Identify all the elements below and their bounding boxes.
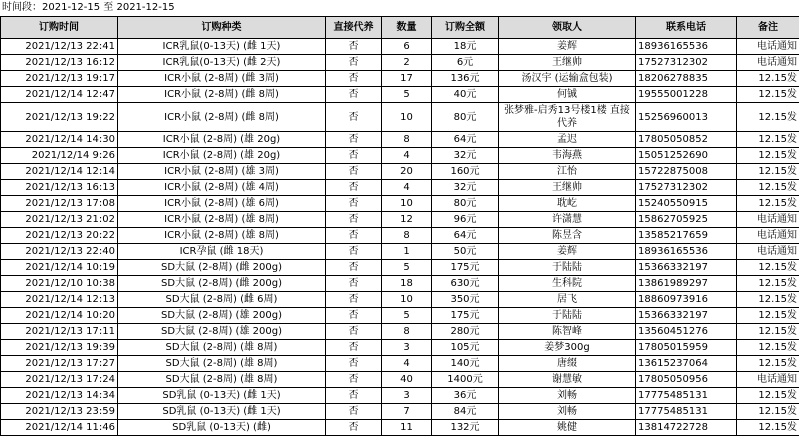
- cell-amount[interactable]: 32元: [432, 148, 499, 164]
- cell-amount[interactable]: 1400元: [432, 372, 499, 388]
- cell-quantity[interactable]: 8: [382, 324, 432, 340]
- cell-quantity[interactable]: 5: [382, 87, 432, 103]
- cell-order-time[interactable]: 2021/12/14 12:47: [1, 87, 118, 103]
- header-direct-care[interactable]: 直接代养: [326, 17, 382, 39]
- table-row[interactable]: [1, 55, 799, 71]
- cell-order-time[interactable]: 2021/12/14 12:13: [1, 292, 118, 308]
- cell-order-type[interactable]: SD大鼠 (2-8周) (雌 6周): [118, 292, 326, 308]
- table-row[interactable]: [1, 260, 799, 276]
- cell-order-time[interactable]: 2021/12/14 12:14: [1, 164, 118, 180]
- cell-note[interactable]: 12.15发: [737, 148, 799, 164]
- cell-phone[interactable]: 17527312302: [636, 55, 737, 71]
- cell-order-type[interactable]: SD大鼠 (2-8周) (雄 200g): [118, 324, 326, 340]
- cell-quantity[interactable]: 6: [382, 39, 432, 55]
- cell-note[interactable]: 12.15发: [737, 324, 799, 340]
- cell-order-time[interactable]: 2021/12/13 16:13: [1, 180, 118, 196]
- cell-direct-care[interactable]: 否: [326, 164, 382, 180]
- header-quantity[interactable]: 数量: [382, 17, 432, 39]
- cell-recipient[interactable]: 陈智峰: [499, 324, 636, 340]
- cell-order-type[interactable]: SD大鼠 (2-8周) (雌 200g): [118, 260, 326, 276]
- cell-phone[interactable]: 15862705925: [636, 212, 737, 228]
- cell-amount[interactable]: 80元: [432, 196, 499, 212]
- cell-direct-care[interactable]: 否: [326, 324, 382, 340]
- cell-note[interactable]: 12.15发: [737, 132, 799, 148]
- cell-phone[interactable]: 13560451276: [636, 324, 737, 340]
- cell-quantity[interactable]: 8: [382, 228, 432, 244]
- cell-order-time[interactable]: 2021/12/13 19:39: [1, 340, 118, 356]
- header-order-type[interactable]: 订购种类: [118, 17, 326, 39]
- cell-recipient[interactable]: 生科院: [499, 276, 636, 292]
- cell-amount[interactable]: 105元: [432, 340, 499, 356]
- cell-quantity[interactable]: 17: [382, 71, 432, 87]
- cell-order-time[interactable]: 2021/12/13 22:40: [1, 244, 118, 260]
- cell-quantity[interactable]: 10: [382, 103, 432, 132]
- table-row[interactable]: [1, 372, 799, 388]
- cell-quantity[interactable]: 18: [382, 276, 432, 292]
- cell-note[interactable]: 12.15发: [737, 420, 799, 436]
- cell-order-time[interactable]: 2021/12/14 10:19: [1, 260, 118, 276]
- cell-amount[interactable]: 84元: [432, 404, 499, 420]
- cell-recipient[interactable]: 谢慧敏: [499, 372, 636, 388]
- cell-note[interactable]: 12.15发: [737, 196, 799, 212]
- cell-phone[interactable]: 18936165536: [636, 244, 737, 260]
- cell-quantity[interactable]: 7: [382, 404, 432, 420]
- orders-table: [0, 16, 799, 436]
- cell-direct-care[interactable]: 否: [326, 404, 382, 420]
- cell-order-type[interactable]: SD大鼠 (2-8周) (雄 8周): [118, 340, 326, 356]
- cell-recipient[interactable]: 汤汉宇 (运输盒包装): [499, 71, 636, 87]
- cell-amount[interactable]: 6元: [432, 55, 499, 71]
- table-row[interactable]: [1, 148, 799, 164]
- cell-order-type[interactable]: ICR小鼠 (2-8周) (雄 3周): [118, 164, 326, 180]
- cell-direct-care[interactable]: 否: [326, 292, 382, 308]
- time-period-label: 时间段：2021-12-15 至 2021-12-15: [2, 0, 175, 15]
- cell-order-type[interactable]: SD大鼠 (2-8周) (雄 8周): [118, 372, 326, 388]
- cell-direct-care[interactable]: 否: [326, 244, 382, 260]
- cell-note[interactable]: 12.15发: [737, 308, 799, 324]
- cell-direct-care[interactable]: 否: [326, 356, 382, 372]
- cell-amount[interactable]: 32元: [432, 180, 499, 196]
- table-row[interactable]: [1, 244, 799, 260]
- cell-order-time[interactable]: 2021/12/13 20:22: [1, 228, 118, 244]
- table-row[interactable]: [1, 103, 799, 132]
- cell-note[interactable]: 12.15发: [737, 87, 799, 103]
- cell-phone[interactable]: 18860973916: [636, 292, 737, 308]
- cell-order-type[interactable]: SD大鼠 (2-8周) (雄 8周): [118, 356, 326, 372]
- cell-note[interactable]: 12.15发: [737, 103, 799, 132]
- cell-direct-care[interactable]: 否: [326, 55, 382, 71]
- cell-amount[interactable]: 350元: [432, 292, 499, 308]
- cell-note[interactable]: 电话通知: [737, 244, 799, 260]
- cell-quantity[interactable]: 8: [382, 132, 432, 148]
- cell-order-time[interactable]: 2021/12/13 22:41: [1, 39, 118, 55]
- cell-amount[interactable]: 175元: [432, 308, 499, 324]
- cell-note[interactable]: 12.15发: [737, 164, 799, 180]
- cell-order-type[interactable]: ICR小鼠 (2-8周) (雄 8周): [118, 212, 326, 228]
- cell-order-type[interactable]: ICR小鼠 (2-8周) (雄 20g): [118, 148, 326, 164]
- cell-note[interactable]: 12.15发: [737, 404, 799, 420]
- cell-quantity[interactable]: 12: [382, 212, 432, 228]
- cell-recipient[interactable]: 耽屹: [499, 196, 636, 212]
- cell-quantity[interactable]: 3: [382, 388, 432, 404]
- cell-note[interactable]: 电话通知: [737, 212, 799, 228]
- cell-recipient[interactable]: 王继帅: [499, 55, 636, 71]
- cell-amount[interactable]: 175元: [432, 260, 499, 276]
- cell-order-type[interactable]: ICR小鼠 (2-8周) (雄 4周): [118, 180, 326, 196]
- cell-order-time[interactable]: 2021/12/14 10:20: [1, 308, 118, 324]
- cell-direct-care[interactable]: 否: [326, 39, 382, 55]
- table-row[interactable]: [1, 39, 799, 55]
- cell-amount[interactable]: 80元: [432, 103, 499, 132]
- cell-amount[interactable]: 140元: [432, 356, 499, 372]
- cell-recipient[interactable]: 孟迟: [499, 132, 636, 148]
- cell-quantity[interactable]: 10: [382, 196, 432, 212]
- cell-recipient[interactable]: 姜辉: [499, 244, 636, 260]
- cell-recipient[interactable]: 韦海燕: [499, 148, 636, 164]
- cell-order-type[interactable]: ICR小鼠 (2-8周) (雌 8周): [118, 103, 326, 132]
- cell-order-type[interactable]: SD乳鼠 (0-13天) (雌 1天): [118, 388, 326, 404]
- cell-recipient[interactable]: 姜辉: [499, 39, 636, 55]
- cell-order-time[interactable]: 2021/12/13 17:27: [1, 356, 118, 372]
- table-row[interactable]: [1, 356, 799, 372]
- cell-order-type[interactable]: SD大鼠 (2-8周) (雌 200g): [118, 276, 326, 292]
- cell-amount[interactable]: 132元: [432, 420, 499, 436]
- cell-recipient[interactable]: 王继帅: [499, 180, 636, 196]
- cell-order-type[interactable]: SD乳鼠 (0-13天) (雌 1天): [118, 404, 326, 420]
- cell-note[interactable]: 电话通知: [737, 372, 799, 388]
- cell-note[interactable]: 12.15发: [737, 276, 799, 292]
- table-row[interactable]: [1, 132, 799, 148]
- table-row[interactable]: [1, 420, 799, 436]
- cell-phone[interactable]: 17805015959: [636, 340, 737, 356]
- cell-note[interactable]: 12.15发: [737, 180, 799, 196]
- cell-direct-care[interactable]: 否: [326, 276, 382, 292]
- cell-quantity[interactable]: 5: [382, 308, 432, 324]
- cell-amount[interactable]: 36元: [432, 388, 499, 404]
- cell-quantity[interactable]: 4: [382, 180, 432, 196]
- header-order-time[interactable]: 订购时间: [1, 17, 118, 39]
- table-row[interactable]: [1, 276, 799, 292]
- cell-phone[interactable]: 15240550915: [636, 196, 737, 212]
- cell-direct-care[interactable]: 否: [326, 132, 382, 148]
- cell-direct-care[interactable]: 否: [326, 388, 382, 404]
- cell-recipient[interactable]: 陈昱含: [499, 228, 636, 244]
- table-row[interactable]: [1, 404, 799, 420]
- cell-order-time[interactable]: 2021/12/14 9:26: [1, 148, 118, 164]
- cell-quantity[interactable]: 1: [382, 244, 432, 260]
- cell-order-type[interactable]: SD大鼠 (2-8周) (雄 200g): [118, 308, 326, 324]
- table-row[interactable]: [1, 292, 799, 308]
- cell-order-type[interactable]: ICR乳鼠(0-13天) (雌 1天): [118, 39, 326, 55]
- cell-recipient[interactable]: 江怡: [499, 164, 636, 180]
- cell-amount[interactable]: 40元: [432, 87, 499, 103]
- cell-direct-care[interactable]: 否: [326, 340, 382, 356]
- cell-phone[interactable]: 13615237064: [636, 356, 737, 372]
- cell-recipient[interactable]: 唐缀: [499, 356, 636, 372]
- cell-order-type[interactable]: ICR小鼠 (2-8周) (雌 3周): [118, 71, 326, 87]
- cell-note[interactable]: 电话通知: [737, 228, 799, 244]
- cell-amount[interactable]: 136元: [432, 71, 499, 87]
- cell-phone[interactable]: 18206278835: [636, 71, 737, 87]
- cell-recipient[interactable]: 居飞: [499, 292, 636, 308]
- cell-order-type[interactable]: SD乳鼠 (0-13天) (雌): [118, 420, 326, 436]
- table-row[interactable]: [1, 196, 799, 212]
- table-row[interactable]: [1, 212, 799, 228]
- cell-quantity[interactable]: 11: [382, 420, 432, 436]
- cell-quantity[interactable]: 10: [382, 292, 432, 308]
- cell-note[interactable]: 12.15发: [737, 388, 799, 404]
- cell-direct-care[interactable]: 否: [326, 87, 382, 103]
- cell-order-time[interactable]: 2021/12/13 19:17: [1, 71, 118, 87]
- cell-note[interactable]: 12.15发: [737, 260, 799, 276]
- cell-direct-care[interactable]: 否: [326, 103, 382, 132]
- cell-amount[interactable]: 64元: [432, 228, 499, 244]
- table-row[interactable]: [1, 71, 799, 87]
- cell-note[interactable]: 电话通知: [737, 55, 799, 71]
- cell-direct-care[interactable]: 否: [326, 196, 382, 212]
- cell-phone[interactable]: 13814722728: [636, 420, 737, 436]
- cell-phone[interactable]: 13861989297: [636, 276, 737, 292]
- cell-direct-care[interactable]: 否: [326, 180, 382, 196]
- cell-recipient[interactable]: 于陆陆: [499, 308, 636, 324]
- cell-quantity[interactable]: 40: [382, 372, 432, 388]
- cell-note[interactable]: 12.15发: [737, 356, 799, 372]
- table-row[interactable]: [1, 87, 799, 103]
- cell-note[interactable]: 12.15发: [737, 292, 799, 308]
- cell-note[interactable]: 12.15发: [737, 340, 799, 356]
- cell-recipient[interactable]: 刘畅: [499, 404, 636, 420]
- cell-order-time[interactable]: 2021/12/10 10:38: [1, 276, 118, 292]
- header-recipient[interactable]: 领取人: [499, 17, 636, 39]
- header-amount[interactable]: 订购全额: [432, 17, 499, 39]
- cell-direct-care[interactable]: 否: [326, 228, 382, 244]
- cell-quantity[interactable]: 5: [382, 260, 432, 276]
- cell-direct-care[interactable]: 否: [326, 148, 382, 164]
- header-row: [1, 17, 799, 39]
- cell-recipient[interactable]: 姚健: [499, 420, 636, 436]
- cell-quantity[interactable]: 3: [382, 340, 432, 356]
- cell-order-time[interactable]: 2021/12/14 14:30: [1, 132, 118, 148]
- cell-amount[interactable]: 18元: [432, 39, 499, 55]
- cell-phone[interactable]: 15722875008: [636, 164, 737, 180]
- cell-note[interactable]: 12.15发: [737, 71, 799, 87]
- cell-order-time[interactable]: 2021/12/13 14:34: [1, 388, 118, 404]
- cell-order-type[interactable]: ICR小鼠 (2-8周) (雄 8周): [118, 228, 326, 244]
- cell-amount[interactable]: 160元: [432, 164, 499, 180]
- cell-phone[interactable]: 15256960013: [636, 103, 737, 132]
- table-row[interactable]: [1, 324, 799, 340]
- cell-recipient[interactable]: 许潇慧: [499, 212, 636, 228]
- cell-recipient[interactable]: 于陆陆: [499, 260, 636, 276]
- cell-order-time[interactable]: 2021/12/14 11:46: [1, 420, 118, 436]
- header-phone[interactable]: 联系电话: [636, 17, 737, 39]
- cell-order-type[interactable]: ICR小鼠 (2-8周) (雄 20g): [118, 132, 326, 148]
- cell-recipient[interactable]: 何铖: [499, 87, 636, 103]
- cell-note[interactable]: 电话通知: [737, 39, 799, 55]
- cell-order-type[interactable]: ICR小鼠 (2-8周) (雌 8周): [118, 87, 326, 103]
- table-row[interactable]: [1, 388, 799, 404]
- cell-order-time[interactable]: 2021/12/13 17:24: [1, 372, 118, 388]
- cell-amount[interactable]: 96元: [432, 212, 499, 228]
- cell-phone[interactable]: 13585217659: [636, 228, 737, 244]
- table-row[interactable]: [1, 180, 799, 196]
- cell-quantity[interactable]: 20: [382, 164, 432, 180]
- table-row[interactable]: [1, 164, 799, 180]
- cell-phone[interactable]: 17775485131: [636, 404, 737, 420]
- cell-order-time[interactable]: 2021/12/13 16:12: [1, 55, 118, 71]
- cell-direct-care[interactable]: 否: [326, 71, 382, 87]
- cell-order-time[interactable]: 2021/12/13 23:59: [1, 404, 118, 420]
- cell-phone[interactable]: 18936165536: [636, 39, 737, 55]
- cell-phone[interactable]: 15366332197: [636, 260, 737, 276]
- cell-quantity[interactable]: 4: [382, 356, 432, 372]
- table-row[interactable]: [1, 228, 799, 244]
- cell-amount[interactable]: 64元: [432, 132, 499, 148]
- cell-amount[interactable]: 630元: [432, 276, 499, 292]
- table-row[interactable]: [1, 340, 799, 356]
- cell-direct-care[interactable]: 否: [326, 308, 382, 324]
- cell-recipient[interactable]: 刘畅: [499, 388, 636, 404]
- cell-phone[interactable]: 17527312302: [636, 180, 737, 196]
- cell-order-type[interactable]: ICR小鼠 (2-8周) (雄 6周): [118, 196, 326, 212]
- cell-direct-care[interactable]: 否: [326, 260, 382, 276]
- cell-recipient[interactable]: 姜梦300g: [499, 340, 636, 356]
- cell-phone[interactable]: 19555001228: [636, 87, 737, 103]
- cell-order-time[interactable]: 2021/12/13 19:22: [1, 103, 118, 132]
- cell-order-type[interactable]: ICR孕鼠 (雌 18天): [118, 244, 326, 260]
- header-note[interactable]: 备注: [737, 17, 799, 39]
- cell-direct-care[interactable]: 否: [326, 420, 382, 436]
- cell-quantity[interactable]: 2: [382, 55, 432, 71]
- cell-amount[interactable]: 280元: [432, 324, 499, 340]
- cell-phone[interactable]: 17805050956: [636, 372, 737, 388]
- cell-order-type[interactable]: ICR乳鼠(0-13天) (雌 2天): [118, 55, 326, 71]
- cell-amount[interactable]: 50元: [432, 244, 499, 260]
- cell-phone[interactable]: 17805050852: [636, 132, 737, 148]
- cell-recipient[interactable]: 张梦雅-启秀13号楼1楼 直接代养: [499, 103, 636, 132]
- cell-direct-care[interactable]: 否: [326, 212, 382, 228]
- table-row[interactable]: [1, 308, 799, 324]
- cell-quantity[interactable]: 4: [382, 148, 432, 164]
- cell-order-time[interactable]: 2021/12/13 21:02: [1, 212, 118, 228]
- cell-phone[interactable]: 15051252690: [636, 148, 737, 164]
- cell-phone[interactable]: 15366332197: [636, 308, 737, 324]
- cell-order-time[interactable]: 2021/12/13 17:11: [1, 324, 118, 340]
- cell-phone[interactable]: 17775485131: [636, 388, 737, 404]
- cell-order-time[interactable]: 2021/12/13 17:08: [1, 196, 118, 212]
- cell-direct-care[interactable]: 否: [326, 372, 382, 388]
